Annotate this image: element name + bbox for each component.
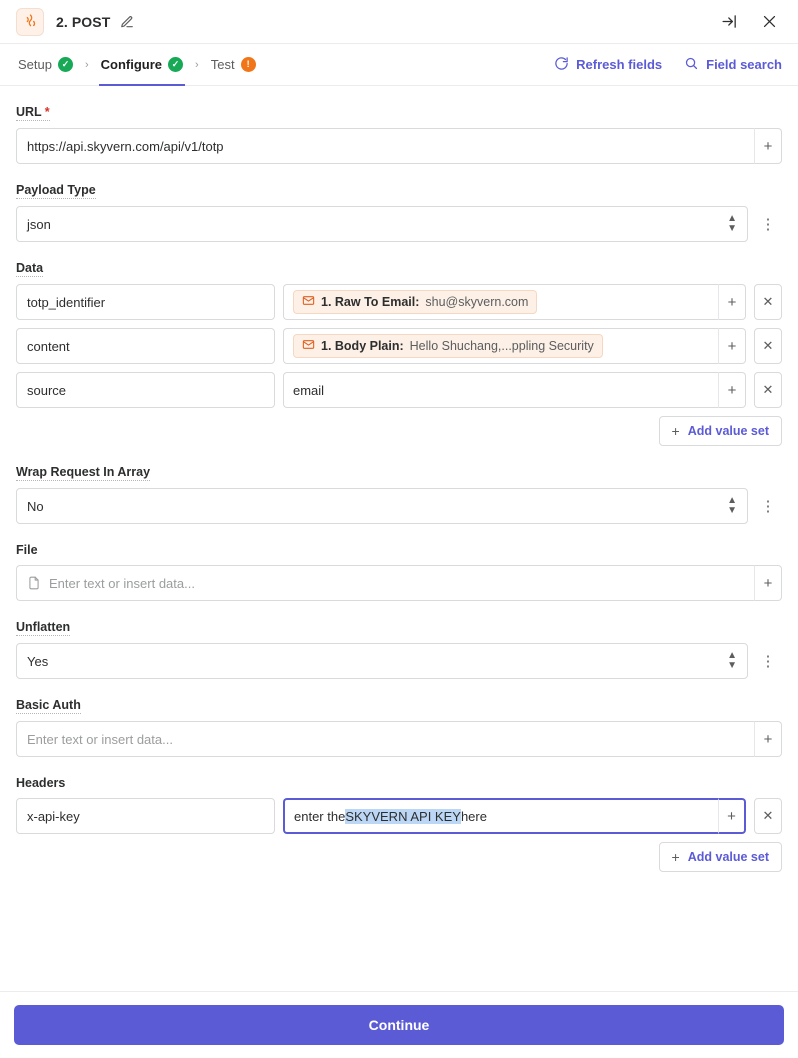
data-add-value-set-row — [16, 416, 782, 446]
data-row — [16, 284, 782, 320]
payload-type-kebab-menu-icon[interactable]: ⋮ — [760, 216, 776, 233]
data-value-input[interactable] — [283, 284, 718, 320]
continue-button[interactable]: Continue — [14, 1005, 784, 1045]
basic-auth-row — [16, 721, 782, 757]
data-token-value: shu@skyvern.com — [425, 295, 529, 309]
data-label: Data — [16, 261, 44, 275]
zapier-webhook-icon — [16, 8, 44, 36]
field-payload-type — [16, 182, 782, 242]
document-icon — [27, 576, 41, 590]
data-token-label: 1. Raw To Email: — [321, 295, 420, 309]
url-label — [16, 105, 50, 121]
chevron-updown-icon: ▲ ▼ — [727, 494, 737, 516]
headers-value-field — [283, 798, 746, 834]
field-wrap-request-in-array — [16, 464, 782, 524]
tab-configure-label: Configure — [100, 57, 163, 72]
test-status-badge: ! — [241, 57, 256, 72]
chevron-updown-icon: ▲ ▼ — [727, 212, 737, 234]
tab-setup-label: Setup — [18, 57, 52, 72]
headers-value-selection: SKYVERN API KEY — [345, 808, 461, 824]
wrap-request-row — [16, 488, 782, 524]
headers-value-prefix: enter the — [294, 808, 346, 824]
wrap-request-value: No — [27, 498, 44, 514]
url-insert-data-plus-icon[interactable]: + — [754, 128, 782, 164]
url-label-text: URL — [16, 105, 42, 119]
file-row — [16, 565, 782, 601]
data-token-value: Hello Shuchang,...ppling Security — [409, 339, 594, 353]
tab-test-label: Test — [210, 57, 235, 72]
url-input[interactable]: https://api.skyvern.com/api/v1/totp — [16, 128, 754, 164]
data-key-input[interactable]: source — [16, 372, 275, 408]
field-search-button[interactable] — [684, 56, 782, 74]
headers-value-suffix: here — [460, 808, 487, 824]
data-token[interactable] — [293, 334, 603, 358]
collapse-panel-icon[interactable] — [716, 9, 742, 35]
wrap-request-label: Wrap Request In Array — [16, 465, 151, 479]
data-token[interactable] — [293, 290, 537, 314]
headers-add-value-set-row — [16, 842, 782, 872]
wrap-request-select[interactable] — [16, 488, 748, 524]
payload-type-label: Payload Type — [16, 183, 96, 197]
field-data — [16, 260, 782, 446]
search-icon — [684, 56, 699, 74]
field-unflatten — [16, 619, 782, 679]
steps-actions — [554, 56, 782, 74]
basic-auth-placeholder: Enter text or insert data... — [27, 731, 173, 747]
refresh-fields-button[interactable] — [554, 56, 662, 74]
refresh-icon — [554, 56, 569, 74]
basic-auth-insert-data-plus-icon[interactable]: + — [754, 721, 782, 757]
field-search-label: Field search — [706, 57, 782, 72]
data-key-input[interactable]: totp_identifier — [16, 284, 275, 320]
tab-setup[interactable] — [16, 44, 75, 86]
setup-status-badge: ✓ — [58, 57, 73, 72]
plus-icon: + — [671, 849, 680, 865]
file-input[interactable] — [16, 565, 754, 601]
basic-auth-input[interactable] — [16, 721, 754, 757]
configure-status-badge: ✓ — [168, 57, 183, 72]
tab-test[interactable] — [209, 44, 258, 86]
basic-auth-label: Basic Auth — [16, 698, 81, 712]
page-title: 2. POST — [56, 13, 111, 30]
data-remove-row-close-icon[interactable]: ✕ — [754, 328, 782, 364]
data-add-value-set-label: Add value set — [687, 424, 769, 438]
headers-row — [16, 798, 782, 834]
field-file — [16, 542, 782, 601]
configure-form — [0, 86, 798, 900]
window-titlebar — [0, 0, 798, 44]
data-insert-data-plus-icon[interactable]: + — [718, 372, 746, 408]
data-token-label: 1. Body Plain: — [321, 339, 404, 353]
data-remove-row-close-icon[interactable]: ✕ — [754, 372, 782, 408]
headers-remove-row-close-icon[interactable]: ✕ — [754, 798, 782, 834]
file-label: File — [16, 543, 38, 557]
payload-type-row — [16, 206, 782, 242]
data-add-value-set-button[interactable] — [659, 416, 782, 446]
data-row — [16, 328, 782, 364]
file-placeholder: Enter text or insert data... — [49, 575, 195, 591]
data-insert-data-plus-icon[interactable]: + — [718, 284, 746, 320]
close-icon[interactable] — [756, 9, 782, 35]
unflatten-label: Unflatten — [16, 620, 71, 634]
footer-bar — [0, 991, 798, 1058]
pencil-icon[interactable] — [118, 13, 136, 31]
headers-add-value-set-label: Add value set — [687, 850, 769, 864]
headers-insert-data-plus-icon[interactable]: + — [718, 798, 746, 834]
data-value-input[interactable]: email — [283, 372, 718, 408]
unflatten-kebab-menu-icon[interactable]: ⋮ — [760, 653, 776, 670]
data-value-field — [283, 284, 746, 320]
wrap-request-kebab-menu-icon[interactable]: ⋮ — [760, 498, 776, 515]
data-insert-data-plus-icon[interactable]: + — [718, 328, 746, 364]
url-input-row — [16, 128, 782, 164]
unflatten-row — [16, 643, 782, 679]
field-url — [16, 104, 782, 164]
unflatten-select[interactable] — [16, 643, 748, 679]
email-icon — [302, 338, 315, 354]
step-separator: › — [195, 58, 199, 71]
headers-key-input[interactable]: x-api-key — [16, 798, 275, 834]
plus-icon: + — [671, 423, 680, 439]
payload-type-select[interactable] — [16, 206, 748, 242]
unflatten-value: Yes — [27, 653, 49, 669]
data-value-input[interactable] — [283, 328, 718, 364]
headers-label: Headers — [16, 776, 66, 790]
data-value-field — [283, 372, 746, 408]
chevron-updown-icon: ▲ ▼ — [727, 649, 737, 671]
field-basic-auth — [16, 697, 782, 757]
headers-add-value-set-button[interactable] — [659, 842, 782, 872]
headers-value-input[interactable] — [283, 798, 718, 834]
url-required-marker: * — [44, 105, 50, 119]
tab-configure[interactable] — [99, 44, 185, 86]
file-insert-data-plus-icon[interactable]: + — [754, 565, 782, 601]
email-icon — [302, 294, 315, 310]
payload-type-value: json — [27, 216, 51, 232]
data-key-input[interactable]: content — [16, 328, 275, 364]
data-remove-row-close-icon[interactable]: ✕ — [754, 284, 782, 320]
data-row — [16, 372, 782, 408]
data-value-field — [283, 328, 746, 364]
field-headers — [16, 775, 782, 872]
steps-navigation — [0, 44, 798, 86]
step-separator: › — [84, 58, 89, 71]
refresh-fields-label: Refresh fields — [576, 57, 663, 72]
